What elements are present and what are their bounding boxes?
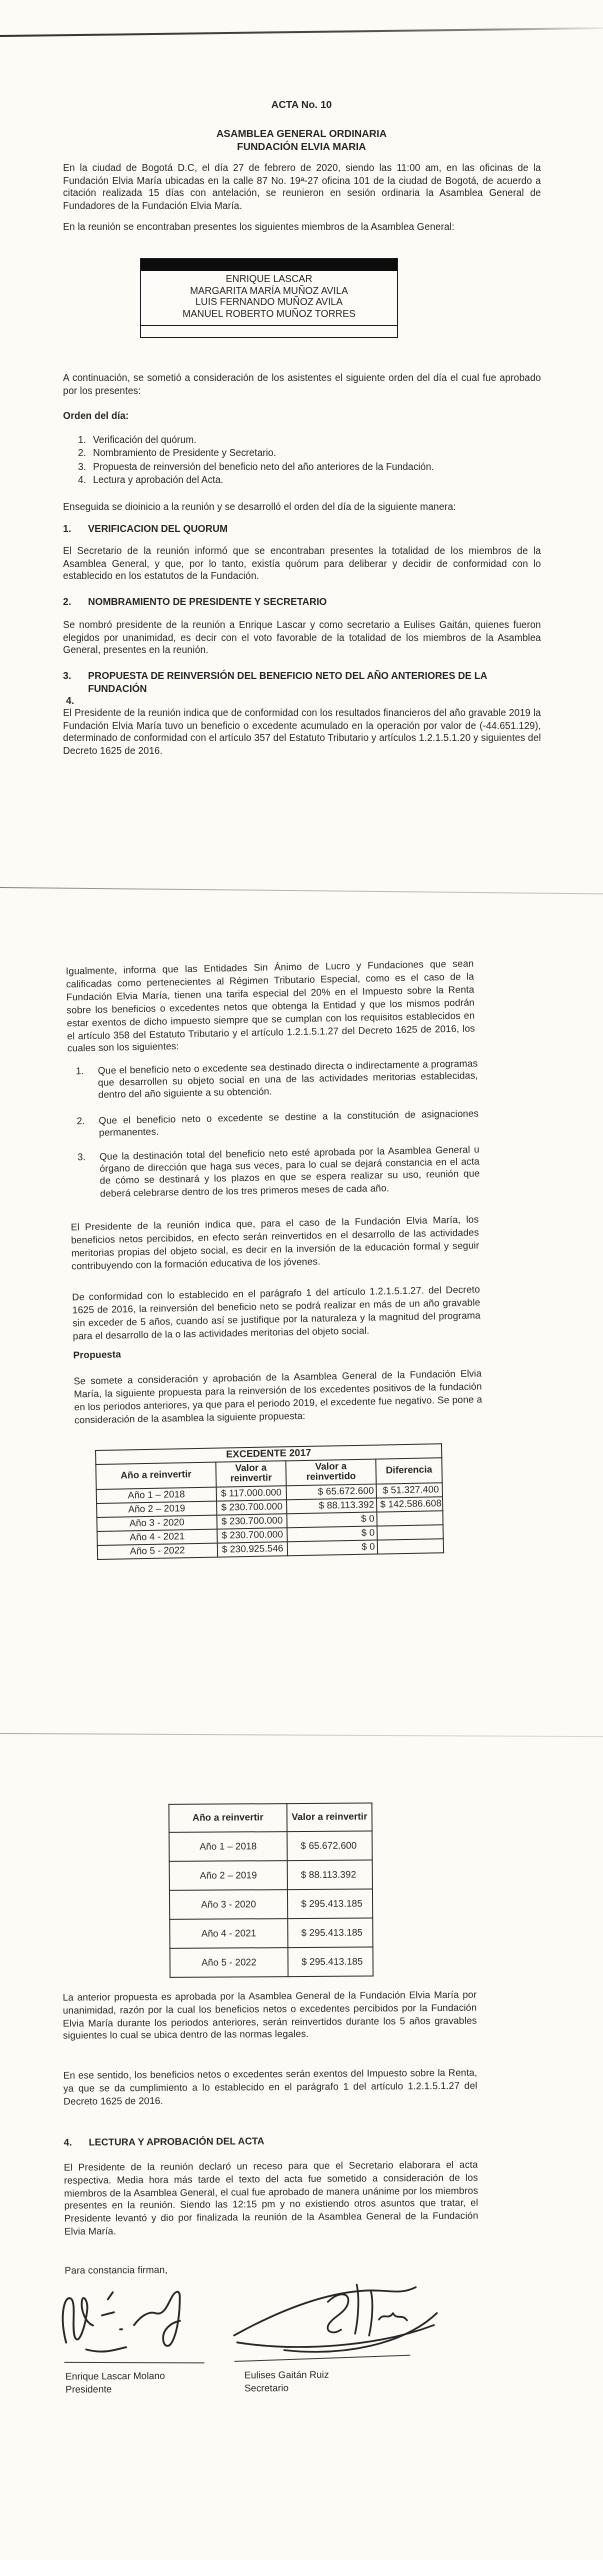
column-header: Valor a reinvertir bbox=[287, 1803, 372, 1832]
secretary-name: Eulises Gaitán Ruiz bbox=[244, 2369, 329, 2382]
table-cell: $ 65.672.600 bbox=[287, 1831, 372, 1861]
agenda-item bbox=[78, 461, 548, 474]
table-cell: Año 5 - 2022 bbox=[170, 1948, 288, 1978]
members-table bbox=[140, 258, 398, 338]
agenda-item-text: Verificación del quórum. bbox=[93, 435, 197, 446]
table-cell: Año 5 - 2022 bbox=[97, 1543, 217, 1559]
doc-title: ACTA No. 10 bbox=[271, 100, 332, 111]
closing-paragraph: El Presidente de la reunión declaró un receso para que el Secretario elaborara el acta respectiva. Media hora más tarde el texto del acta fue sometido a consideración de los miembros de la Asamblea General, el cual fue aprobado de manera unánime por los miembros presentes en la reunión. Siendo las 12:15 pm y no existiendo otros asuntos que tratar, el Presidente levantó y dio por finalizada la reunión de la Asamblea General de la Fundación Elvia María. bbox=[63, 2159, 479, 2238]
item-number: 1. bbox=[75, 1066, 85, 1078]
requirement-item-1 bbox=[76, 1059, 479, 1103]
agenda-item-text: Lectura y aprobación del Acta. bbox=[93, 474, 224, 486]
item-text: Que el beneficio neto o excedente se destine a la constitución de asignaciones permanentes. bbox=[98, 1108, 479, 1140]
proposal-paragraph: Se somete a consideración y aprobación de la Asamblea General de la Fundación Elvia María, la siguiente propuesta para la reinversión de los excedentes positivos de la fundación en los periodos anteriores, ya que para el periodo 2019, el excedente fue negativo. Se pone a consideración de la asamblea la siguiente propuesta: bbox=[73, 1368, 483, 1427]
table-cell: $ 65.672.600 bbox=[286, 1484, 376, 1500]
section-1-paragraph: El Secretario de la reunión informó que se encontraban presentes la totalidad de los miembros de la Asamblea General, y que, por lo tanto, existía quórum para deliberar y decidir de conformidad con lo establecido en los estatutos de la Fundación. bbox=[63, 546, 541, 583]
page-1 bbox=[0, 0, 603, 888]
section-number: 3. bbox=[63, 671, 72, 682]
intro-paragraph: En la ciudad de Bogotá D.C, el día 27 de febrero de 2020, siendo las 11:00 am, en las oficinas de la Fundación Elvia María ubicadas en la calle 87 No. 19ª-27 oficina 101 de la ciudad de Bogotá, de acuerdo a citación realizada 15 días con antelación, se reunieron en sesión ordinaria la Asamblea General de Fundadores de la Fundación Elvia María. bbox=[63, 163, 541, 213]
agenda-item bbox=[78, 434, 548, 447]
table-cell bbox=[377, 1511, 443, 1526]
item-number: 2. bbox=[76, 1116, 86, 1128]
excedente-2017-table bbox=[95, 1443, 444, 1560]
table-cell: $ 230.700.000 bbox=[217, 1528, 287, 1543]
agenda-title: Orden del día: bbox=[63, 411, 129, 422]
item-text: Que la destinación total del beneficio neto esté aprobada por la Asamblea General u órgano de dirección que haga sus veces, para lo cual se dejará constancia en el acta de cómo se destinará y los plazos en que se espera realizar su uso, reunión que deberá celebrarse dentro de los tres primeros meses de cada año. bbox=[99, 1144, 480, 1200]
column-header: Diferencia bbox=[376, 1458, 442, 1484]
page-3 bbox=[0, 1737, 603, 2560]
table-title: EXCEDENTE 2017 bbox=[96, 1444, 442, 1465]
table-row bbox=[169, 1860, 372, 1890]
signature-intro: Para constancia firman, bbox=[64, 2264, 168, 2277]
table-cell: Año 3 - 2020 bbox=[169, 1890, 287, 1920]
member-name: LUIS FERNANDO MUÑOZ AVILA bbox=[195, 297, 343, 309]
table-cell: $ 0 bbox=[287, 1512, 377, 1528]
table-row bbox=[169, 1889, 372, 1919]
table-cell: $ 295.413.185 bbox=[288, 1947, 373, 1977]
section-4-heading bbox=[64, 2135, 494, 2151]
section-2-heading bbox=[63, 597, 541, 610]
agenda-item-number: 2. bbox=[78, 448, 87, 460]
decree-paragraph: De conformidad con lo establecido en el parágrafo 1 del artículo 1.2.1.5.1.27. del Decreto 1625 de 2016, la reinversión del beneficio neto se podrá realizar en más de un año gravable sin exceder de 5 años, cuando así se justifique por la naturaleza y la magnitud del programa para el desarrollo de la o las actividades meritorias del objeto social. bbox=[72, 1284, 481, 1343]
secretary-role: Secretario bbox=[244, 2383, 289, 2395]
agenda-item-number: 3. bbox=[78, 461, 87, 473]
start-paragraph: Enseguida se dioinicio a la reunión y se desarrolló el orden del día de la siguiente manera: bbox=[63, 502, 456, 513]
table-cell: $ 230.925.546 bbox=[217, 1542, 287, 1557]
agenda-item-number: 4. bbox=[78, 474, 87, 486]
table-cell: $ 0 bbox=[287, 1526, 377, 1542]
table-cell: $ 295.413.185 bbox=[288, 1918, 373, 1948]
section-3-paragraph: El Presidente de la reunión indica que de conformidad con los resultados financieros del año gravable 2019 la Fundación Elvia María tuvo un beneficio o excedente acumulado en la operación por valor de (-44.651.129), determinado de conformidad con el artículo 357 del Estatuto Tributario y artículos 1.2.1.5.1.20 y siguientes del Decreto 1625 de 2016. bbox=[63, 708, 541, 758]
section-number: 2. bbox=[63, 597, 72, 608]
table-cell: Año 2 – 2019 bbox=[169, 1861, 287, 1891]
table-cell: $ 88.113.392 bbox=[287, 1860, 372, 1890]
members-table-empty-row bbox=[141, 325, 397, 337]
page-2-content bbox=[0, 884, 603, 1738]
table-cell: Año 4 - 2021 bbox=[97, 1529, 217, 1545]
agenda-item-text: Nombramiento de Presidente y Secretario. bbox=[93, 448, 277, 460]
section-number: 4. bbox=[63, 2137, 72, 2149]
column-header: Valor a reinvertido bbox=[286, 1459, 376, 1486]
section-number: 1. bbox=[63, 524, 72, 535]
table-cell: Año 3 - 2020 bbox=[97, 1515, 217, 1531]
column-header: Año a reinvertir bbox=[169, 1804, 287, 1833]
section-title: PROPUESTA DE REINVERSIÓN DEL BENEFICIO NETO DEL AÑO ANTERIORES DE LA FUNDACIÓN bbox=[88, 671, 487, 695]
table-cell: $ 117.000.000 bbox=[216, 1486, 286, 1501]
agenda-item-text: Propuesta de reinversión del beneficio neto del año anteriores de la Fundación. bbox=[93, 461, 434, 473]
doc-subtitle-2: FUNDACIÓN ELVIA MARIA bbox=[236, 142, 367, 153]
item-number: 3. bbox=[77, 1152, 86, 1164]
exemption-paragraph: En ese sentido, los beneficios netos o excedentes serán exentos del Impuesto sobre la Renta, ya que se da cumplimiento a lo establecido en el parágrafo 1 del artículo 1.2.1.5.1.27 del Decreto 1625 de 2016. bbox=[63, 2067, 478, 2108]
proposal-heading: Propuesta bbox=[73, 1349, 122, 1362]
table-cell: Año 2 – 2019 bbox=[97, 1501, 217, 1517]
agenda-item-number: 1. bbox=[78, 435, 87, 446]
agenda-item bbox=[78, 474, 548, 487]
table-cell: $ 88.113.392 bbox=[287, 1498, 377, 1514]
section-3-heading bbox=[63, 671, 541, 696]
table-row bbox=[170, 1918, 373, 1948]
table-cell: Año 4 - 2021 bbox=[170, 1919, 288, 1949]
table-cell: $ 295.413.185 bbox=[287, 1889, 372, 1919]
table-cell: $ 230.700.000 bbox=[217, 1514, 287, 1529]
member-name: MARGARITA MARÍA MUÑOZ AVILA bbox=[189, 285, 349, 297]
regime-paragraph: Igualmente, informa que las Entidades Sin Ánimo de Lucro y Fundaciones que sean calificadas como pertenecientes al Régimen Tributario Especial, como es el caso de la Fundación Elvia María, tienen una tarifa especial del 20% en el Impuesto sobre la Renta sobre los beneficios o excedentes netos que obtenga la Entidad y que los mismos podrán estar exentos de dicho impuesto siempre que se cumplan con los requisitos establecidos en el artículo 358 del Estatuto Tributario y el artículo 1.2.1.5.1.27 del Decreto 1625 de 2016, los cuales son los siguientes: bbox=[65, 958, 476, 1055]
agenda-intro-paragraph: A continuación, se sometió a consideración de los asistentes el siguiente orden del día el cual fue aprobado por los presentes: bbox=[63, 373, 541, 397]
page-2 bbox=[0, 890, 603, 1733]
members-list bbox=[141, 271, 397, 325]
table-row bbox=[170, 1947, 373, 1977]
table-cell bbox=[377, 1525, 443, 1540]
agenda-list bbox=[78, 434, 548, 487]
requirement-item-2 bbox=[77, 1109, 479, 1141]
column-header: Año a reinvertir bbox=[96, 1462, 216, 1489]
stray-number: 4. bbox=[66, 696, 75, 707]
section-2-paragraph: Se nombró presidente de la reunión a Enrique Lascar y como secretario a Eulises Gaitán, quienes fueron elegidos por unanimidad, es decir con el voto favorable de la totalidad de los miembros de la Asamblea General, presentes en la reunión. bbox=[63, 620, 541, 657]
table-cell: $ 142.586.608 bbox=[377, 1497, 443, 1512]
agenda-item bbox=[78, 447, 548, 460]
section-title: LECTURA Y APROBACIÓN DEL ACTA bbox=[88, 2136, 265, 2149]
table-cell: $ 230.700.000 bbox=[217, 1500, 287, 1515]
approval-paragraph: La anterior propuesta es aprobada por la Asamblea General de la Fundación Elvia María por unanimidad, razón por la cual los beneficios netos o excedentes percibidos por la Fundación Elvia María durante los periodos anteriores, serán reinvertidos durante los 5 años gravables siguientes lo cual se ubica dentro de las normas legales. bbox=[62, 1989, 477, 2043]
reinvestment-table bbox=[168, 1802, 373, 1977]
doc-subtitle-1: ASAMBLEA GENERAL ORDINARIA bbox=[216, 129, 387, 140]
requirement-item-3 bbox=[77, 1145, 480, 1202]
reinvestment-paragraph: El Presidente de la reunión indica que, para el caso de la Fundación Elvia María, los beneficios netos percibidos, en efecto serán reinvertidos en el desarrollo de las actividades meritorias propias del objeto social, es decir en la inversión de la educación formal y seguir contribuyendo con la formación educativa de los jóvenes. bbox=[70, 1214, 480, 1273]
members-intro-paragraph: En la reunión se encontraban presentes los siguientes miembros de la Asamblea General: bbox=[63, 222, 455, 233]
table-cell: Año 1 – 2018 bbox=[169, 1832, 287, 1862]
page-3-content bbox=[0, 1735, 603, 2560]
section-title: NOMBRAMIENTO DE PRESIDENTE Y SECRETARIO bbox=[88, 597, 327, 608]
section-1-heading bbox=[63, 524, 541, 537]
members-table-header-bar bbox=[141, 259, 397, 271]
president-signature bbox=[54, 2278, 220, 2364]
table-cell: $ 51.327.400 bbox=[376, 1483, 442, 1498]
table-cell: $ 0 bbox=[287, 1540, 377, 1556]
secretary-signature bbox=[228, 2278, 441, 2361]
item-text: Que el beneficio neto o excedente sea destinado directa o indirectamente a programas que desarrollen su objeto social en una de las actividades meritorias establecidas, dentro del año siguiente a su obtención. bbox=[97, 1058, 479, 1102]
president-name: Enrique Lascar Molano bbox=[65, 2370, 166, 2383]
member-name: MANUEL ROBERTO MUÑOZ TORRES bbox=[182, 309, 356, 321]
table-row bbox=[169, 1831, 372, 1861]
column-header: Valor a reinvertir bbox=[216, 1461, 286, 1487]
president-role: Presidente bbox=[65, 2384, 112, 2396]
section-title: VERIFICACION DEL QUORUM bbox=[88, 524, 228, 535]
table-cell: Año 1 – 2018 bbox=[96, 1487, 216, 1503]
member-name: ENRIQUE LASCAR bbox=[225, 274, 313, 285]
table-cell bbox=[377, 1539, 443, 1554]
